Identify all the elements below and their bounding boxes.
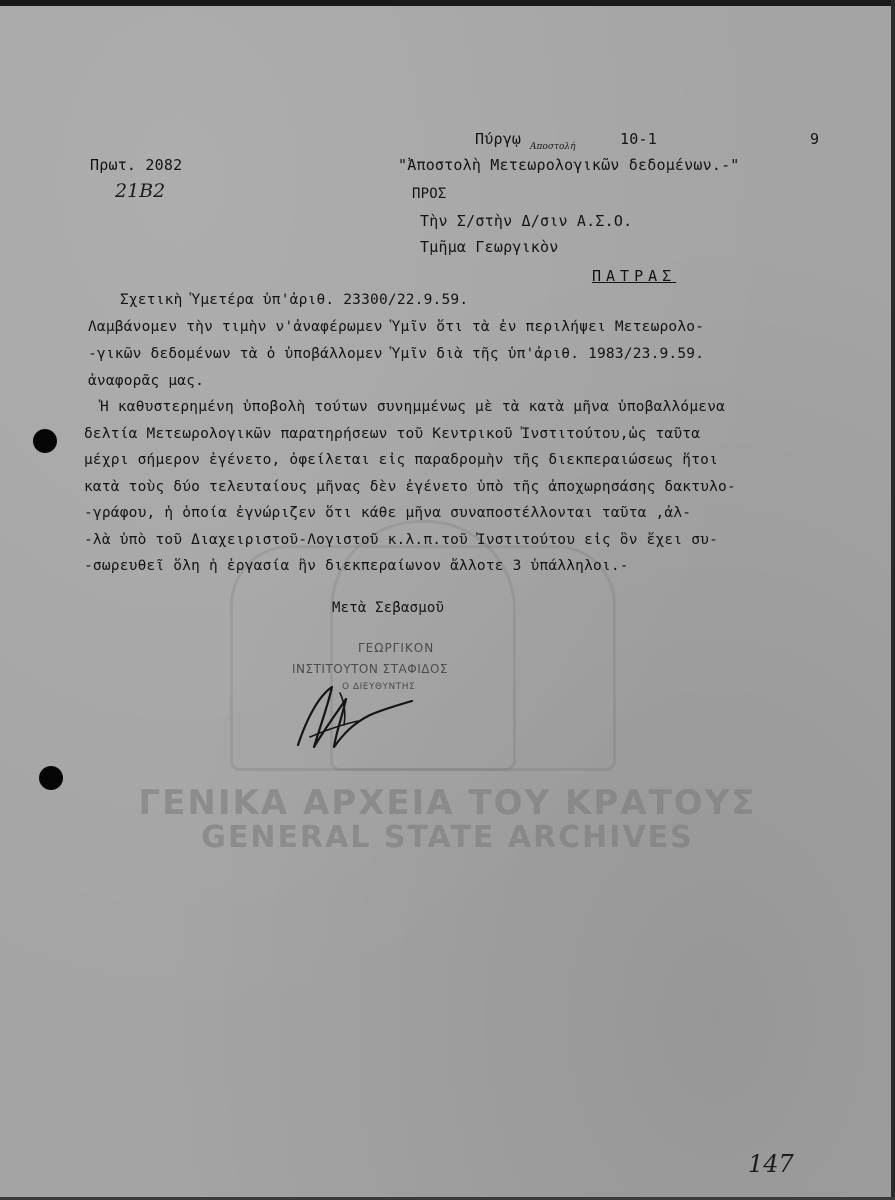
watermark-greek: ΓΕΝΙΚΑ ΑΡΧΕΙΑ ΤΟΥ ΚΡΑΤΟΥΣ [138,783,757,823]
scan-edge-top [0,0,895,6]
recipient-line-2: Τμῆμα Γεωργικὸν [420,238,559,256]
recipient-city: ΠΑΤΡΑΣ [592,267,677,285]
scan-edge-right [891,0,895,1200]
stamp-line-1: ΓΕΩΡΓΙΚΟΝ [358,641,435,655]
page-number: 147 [748,1150,794,1178]
protocol-number: Πρωτ. 2082 [90,156,183,174]
body-line-2: -γικῶν δεδομένων τὰ ὁ ὑποβάλλομεν Ὑμῖν διὰ τῆς ὑπ'ἀριθ. 1983/23.9.59. [88,346,705,362]
body-line-7: κατὰ τοὺς δύο τελευταίους μῆνας δὲν ἐγένετο ὑπὸ τῆς ἀποχωρησάσης δακτυλο- [84,479,736,495]
salutation: Μετὰ Σεβασμοῦ [332,600,445,616]
subject-line: "Ἀποστολὴ Μετεωρολογικῶν δεδομένων.-" [398,156,740,174]
signature [280,675,420,760]
body-line-9: -λὰ ὑπὸ τοῦ Διαχειριστοῦ-Λογιστοῦ κ.λ.π.τοῦ Ἰνστιτούτου εἰς ὃν ἔχει συ- [84,532,719,548]
date-number: 10-1 [620,130,657,148]
watermark-english: GENERAL STATE ARCHIVES [201,820,694,855]
body-line-1: Λαμβάνομεν τὴν τιμὴν ν'ἀναφέρωμεν Ὑμῖν ὅτι τὰ ἐν περιλήψει Μετεωρολο- [88,319,705,335]
body-line-3: ἀναφορᾶς μας. [88,373,205,389]
stamp-line-2: ΙΝΣΤΙΤΟΥΤΟΝ ΣΤΑΦΙΔΟΣ [292,662,448,676]
body-line-6: μέχρι σήμερον ἐγένετο, ὀφείλεται εἰς παραδρομὴν τῆς διεκπεραιώσεως ἥτοι [84,452,719,468]
recipient-line-1: Τὴν Σ/στὴν Δ/σιν Α.Σ.Ο. [420,212,633,230]
body-line-4: Ἡ καθυστερημένη ὑποβολὴ τούτων συνημμένως μὲ τὰ κατὰ μῆνα ὑποβαλλόμενα [100,399,726,415]
year-digit: 9 [810,130,820,148]
stamp-line-3: Ο ΔΙΕΥΘΥΝΤΗΣ [342,682,416,692]
protocol-handwritten: 21Β2 [115,180,166,202]
body-line-5: δελτία Μετεωρολογικῶν παρατηρήσεων τοῦ Κεντρικοῦ Ἰνστιτούτου,ὡς ταῦτα [84,426,701,442]
body-line-8: -γράφου, ἡ ὁποία ἐγνώριζεν ὅτι κάθε μῆνα συναποστέλλονται ταῦτα ,ἀλ- [84,505,692,521]
punch-hole-top [33,429,57,453]
reference-line: Σχετικὴ Ὑμετέρα ὑπ'ἀριθ. 23300/22.9.59. [120,292,469,308]
handwritten-annotation: Αποστολή [530,142,576,152]
body-line-10: -σωρευθεῖ ὅλη ἡ ἐργασία ἣν διεκπεραίωνον ἄλλοτε 3 ὑπάλληλοι.- [84,558,629,574]
to-label: ΠΡΟΣ [412,186,447,202]
place-date: Πύργῳ [475,130,522,148]
